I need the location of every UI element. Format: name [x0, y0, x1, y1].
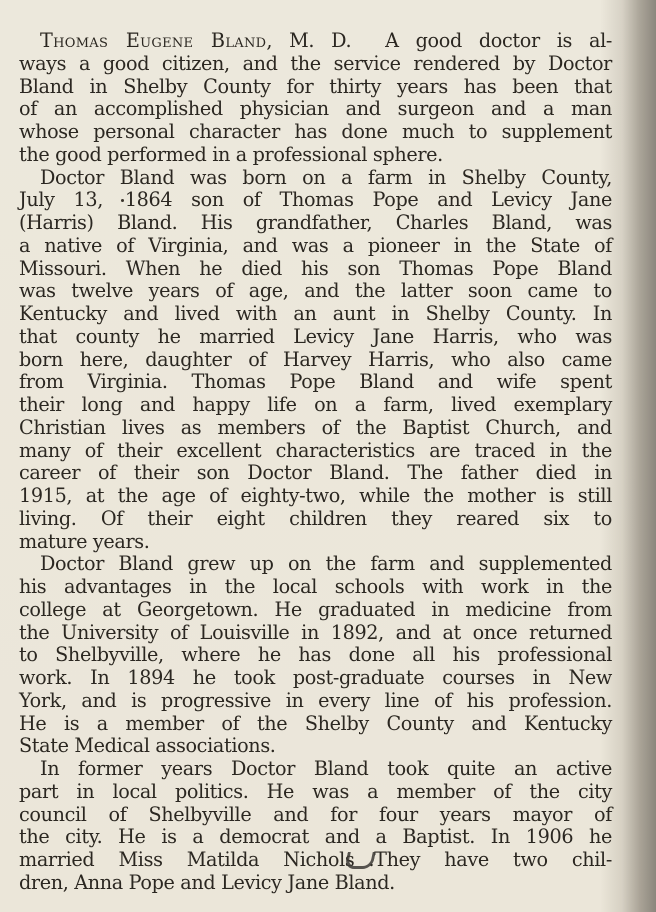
text-line: his advantages in the local schools with work in the	[19, 575, 612, 598]
line-text: .They have two chil-	[368, 848, 612, 871]
text-line: the city. He is a democrat and a Baptist. In 1906 he	[19, 825, 612, 849]
text-line: 1915, at the age of eighty-two, while the mother is still	[19, 484, 612, 507]
line-text: 1864 son of Thomas Pope and Levicy Jane	[124, 188, 612, 212]
line-text: A good doctor is al-	[385, 29, 612, 52]
text-line: their long and happy life on a farm, lived exemplary	[19, 393, 612, 416]
text-line	[19, 189, 612, 212]
text-line: (Harris) Bland. His grandfather, Charles Bland, was	[19, 211, 612, 234]
text-line: born here, daughter of Harvey Harris, who also came	[19, 347, 612, 371]
text-line: ways a good citizen, and the service rendered by Doctor	[19, 51, 612, 75]
text-line: Bland in Shelby County for thirty years has been that	[19, 74, 612, 98]
entry-title: , M. D.	[266, 29, 352, 52]
text-line: from Virginia. Thomas Pope Bland and wife spent	[19, 370, 612, 394]
clipped-previous-line	[20, 0, 500, 4]
text-line: council of Shelbyville and for four years mayor of	[19, 802, 612, 826]
text-line	[19, 30, 612, 53]
text-line: York, and is progressive in every line of his profession.	[19, 688, 612, 712]
text-line: part in local politics. He was a member of the city	[19, 779, 612, 803]
text-line: whose personal character has done much to supplement	[19, 120, 612, 143]
entry-name: Thomas Eugene Bland	[40, 29, 267, 52]
text-line: the good performed in a professional sphere.	[19, 142, 443, 166]
line-text: July 13,	[19, 188, 103, 212]
text-line: State Medical associations.	[19, 734, 276, 758]
text-line: many of their excellent characteristics are traced in the	[19, 438, 612, 462]
text-line: In former years Doctor Bland took quite an active	[40, 757, 612, 780]
text-line: college at Georgetown. He graduated in medicine from	[19, 597, 612, 621]
text-line	[19, 849, 612, 872]
text-line: a native of Virginia, and was a pioneer in the State of	[19, 233, 612, 257]
text-line: He is a member of the Shelby County and Kentucky	[19, 711, 612, 735]
line-text: married Miss Matilda Nichols	[19, 848, 355, 871]
text-line: Doctor Bland grew up on the farm and supplemented	[40, 552, 612, 576]
text-line: to Shelbyville, where he has done all his professional	[19, 643, 612, 667]
biography-entry	[19, 30, 612, 895]
text-line: Doctor Bland was born on a farm in Shelby County,	[40, 165, 612, 189]
text-line: living. Of their eight children they reared six to	[19, 506, 612, 530]
text-line: work. In 1894 he took post-graduate courses in New	[19, 666, 612, 689]
print-speck	[121, 199, 124, 202]
text-line: career of their son Doctor Bland. The father died in	[19, 461, 612, 485]
text-line: the University of Louisville in 1892, and at once returned	[19, 620, 612, 644]
text-line: that county he married Levicy Jane Harris, who was	[19, 324, 612, 348]
text-line: Missouri. When he died his son Thomas Pope Bland	[19, 256, 612, 280]
text-line: Kentucky and lived with an aunt in Shelby County. In	[19, 302, 612, 325]
text-line: Christian lives as members of the Baptist Church, and	[19, 415, 612, 439]
text-line: dren, Anna Pope and Levicy Jane Bland.	[19, 870, 395, 894]
text-line: was twelve years of age, and the latter soon came to	[19, 279, 612, 303]
text-line: of an accomplished physician and surgeon and a man	[19, 97, 612, 121]
text-line: mature years.	[19, 529, 150, 553]
